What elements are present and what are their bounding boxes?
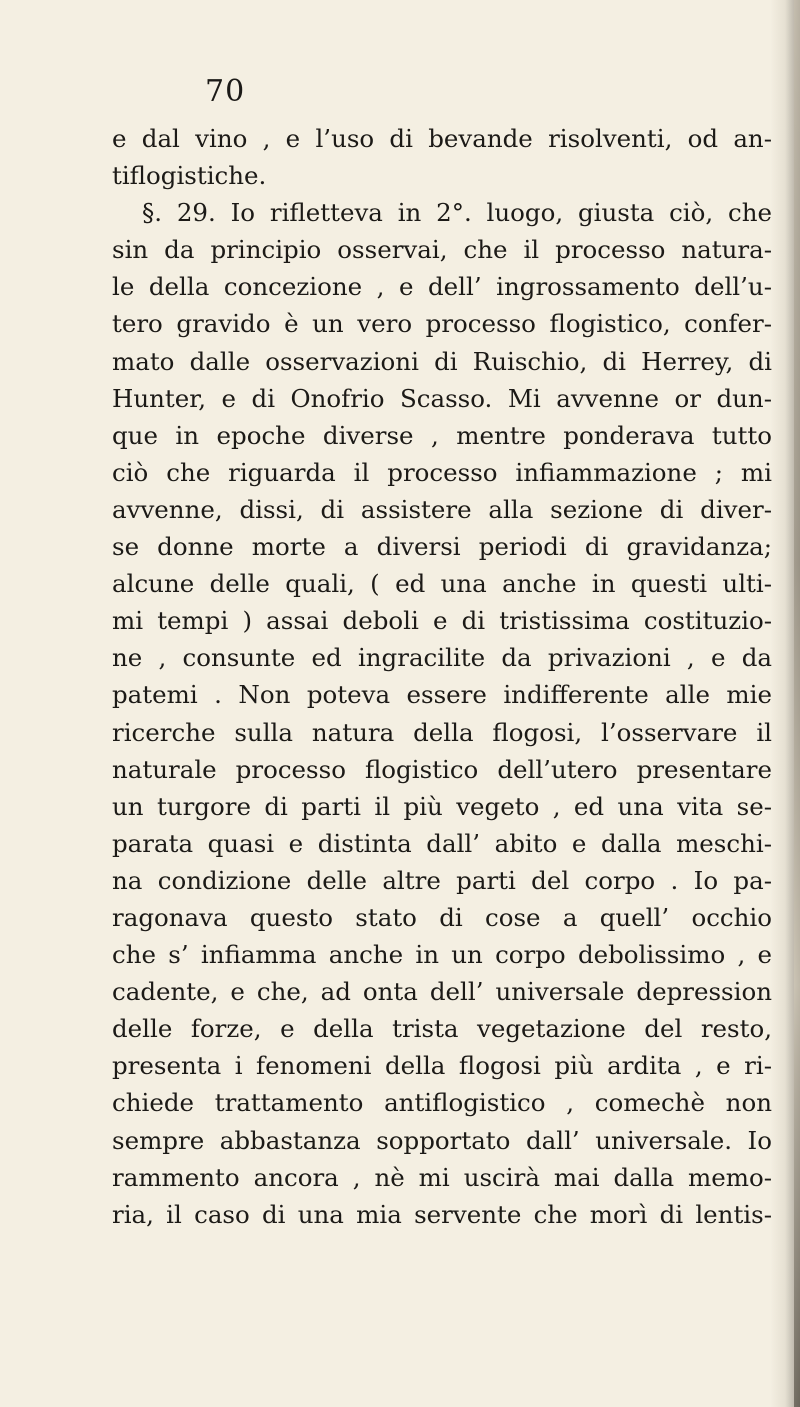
text-line: avvenne, dissi, di assistere alla sezione di diver- xyxy=(112,494,772,524)
text-line: alcune delle quali, ( ed una anche in questi ulti- xyxy=(112,569,772,599)
text-line: ragonava questo stato di cose a quell’ occhio xyxy=(112,902,772,932)
text-line: un turgore di parti il più vegeto , ed una vita se- xyxy=(112,791,772,821)
text-line: presenta i fenomeni della flogosi più ardita , e ri- xyxy=(112,1051,772,1081)
text-line: sempre abbastanza sopportato dall’ universale. Io xyxy=(112,1125,772,1155)
text-line: §. 29. Io rifletteva in 2°. luogo, giusta ciò, che xyxy=(142,198,772,228)
text-line: cadente, e che, ad onta dell’ universale depression xyxy=(112,977,772,1007)
text-line: e dal vino , e l’uso di bevande risolventi, od an- xyxy=(112,124,772,153)
text-line: se donne morte a diversi periodi di gravidanza; xyxy=(112,532,772,562)
text-line: sin da principio osservai, che il processo natura- xyxy=(112,235,772,265)
text-line: ricerche sulla natura della flogosi, l’osservare il xyxy=(112,717,772,747)
text-line: ne , consunte ed ingracilite da privazioni , e da xyxy=(112,643,772,673)
text-line: mi tempi ) assai deboli e di tristissima costituzio- xyxy=(112,606,772,636)
text-line: delle forze, e della trista vegetazione del resto, xyxy=(112,1014,772,1044)
page-number: 70 xyxy=(205,74,246,109)
text-line: ria, il caso di una mia servente che morì di lentis- xyxy=(112,1199,772,1229)
text-line: parata quasi e distinta dall’ abito e dalla meschi- xyxy=(112,828,772,858)
text-line: ciò che riguarda il processo infiammazione ; mi xyxy=(112,457,772,487)
text-line: che s’ infiamma anche in un corpo debolissimo , e xyxy=(112,940,772,970)
text-line: chiede trattamento antiflogistico , comechè non xyxy=(112,1088,772,1118)
text-line: tiflogistiche. xyxy=(112,161,267,191)
text-line: que in epoche diverse , mentre ponderava tutto xyxy=(112,420,772,450)
text-line: le della concezione , e dell’ ingrossamento dell’u- xyxy=(112,272,772,302)
page-edge xyxy=(794,0,800,1407)
text-line: Hunter, e di Onofrio Scasso. Mi avvenne or dun- xyxy=(112,383,772,413)
text-line: mato dalle osservazioni di Ruischio, di Herrey, di xyxy=(112,346,772,376)
text-line: tero gravido è un vero processo flogistico, confer- xyxy=(112,309,772,339)
body-text xyxy=(112,120,772,1233)
text-line: rammento ancora , nè mi uscirà mai dalla memo- xyxy=(112,1162,772,1192)
text-line: patemi . Non poteva essere indifferente alle mie xyxy=(112,680,772,710)
text-line: naturale processo flogistico dell’utero presentare xyxy=(112,754,772,784)
text-line: na condizione delle altre parti del corpo . Io pa- xyxy=(112,865,772,895)
